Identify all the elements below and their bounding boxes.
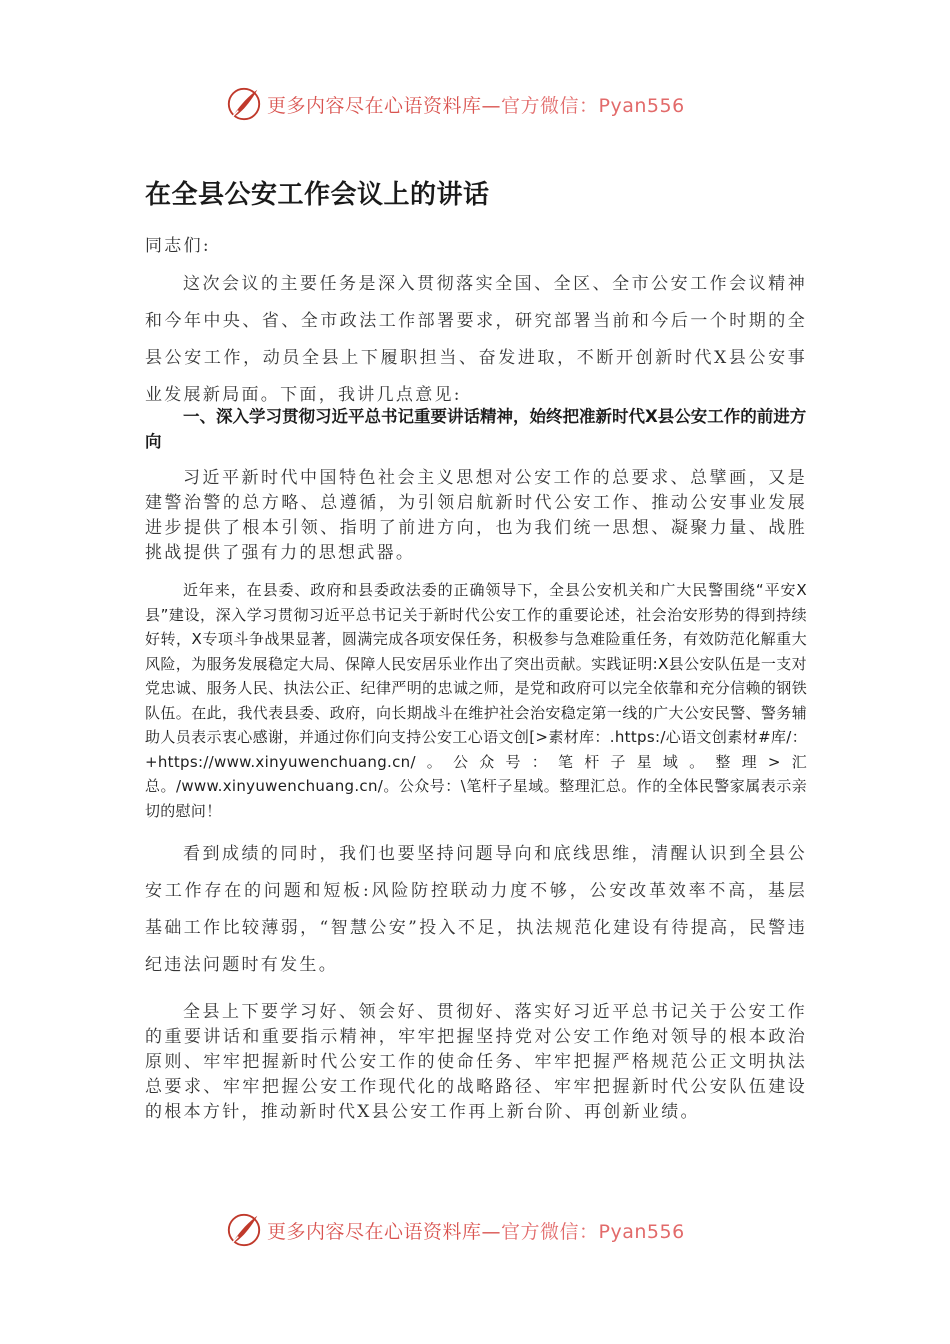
banner-wechat: 官方微信：Pyan556 xyxy=(501,94,685,117)
banner-separator: — xyxy=(481,94,502,117)
paragraph-problems: 看到成绩的同时，我们也要坚持问题导向和底线思维，清醒认识到全县公安工作存在的问题和短板:风险防控联动力度不够，公安改革效率不高，基层基础工作比较薄弱，“智慧公安”投入不足，执法规范化建设有待提高，民警违纪违法问题时有发生。 xyxy=(145,844,807,975)
quill-pen-logo-icon xyxy=(225,85,263,123)
paragraph-intro: 这次会议的主要任务是深入贯彻落实全国、全区、全市公安工作会议精神和今年中央、省、全市政法工作部署要求，研究部署当前和今后一个时期的全县公安工作，动员全县上下履职担当、奋发进取，不断开创新时代X县公安事业发展新局面。下面，我讲几点意见: xyxy=(145,274,807,405)
banner-brand: 更多内容尽在心语资料库 xyxy=(267,94,482,117)
document-title: 在全县公安工作会议上的讲话 xyxy=(145,180,490,210)
quill-pen-logo-icon xyxy=(225,1211,263,1249)
footer-banner xyxy=(225,1210,745,1250)
paragraph-guidance: 习近平新时代中国特色社会主义思想对公安工作的总要求、总擘画，又是建警治警的总方略、总遵循，为引领启航新时代公安工作、推动公安事业发展进步提供了根本引领、指明了前进方向，也为我们统一思想、凝聚力量、战胜挑战提供了强有力的思想武器。 xyxy=(145,468,807,563)
salutation: 同志们: xyxy=(145,236,211,256)
banner-separator: — xyxy=(481,1220,502,1243)
paragraph-requirements: 全县上下要学习好、领会好、贯彻好、落实好习近平总书记关于公安工作的重要讲话和重要指示精神，牢牢把握坚持党对公安工作绝对领导的根本政治原则、牢牢把握新时代公安工作的使命任务、牢牢把握严格规范公正文明执法总要求、牢牢把握公安工作现代化的战略路径、牢牢把握新时代公安队伍建设的根本方针，推动新时代X县公安工作再上新台阶、再创新业绩。 xyxy=(145,1002,807,1122)
banner-brand: 更多内容尽在心语资料库 xyxy=(267,1220,482,1243)
banner-wechat: 官方微信：Pyan556 xyxy=(501,1220,685,1243)
section-heading-1: 一、深入学习贯彻习近平总书记重要讲话精神，始终把准新时代X县公安工作的前进方向 xyxy=(145,407,807,451)
header-banner xyxy=(225,84,745,124)
paragraph-achievements: 近年来，在县委、政府和县委政法委的正确领导下，全县公安机关和广大民警围绕“平安X县”建设，深入学习贯彻习近平总书记关于新时代公安工作的重要论述，社会治安形势的得到持续好转，X专项斗争战果显著，圆满完成各项安保任务，积极参与急难险重任务，有效防范化解重大风险，为服务发展稳定大局、保障人民安居乐业作出了突出贡献。实践证明:X县公安队伍是一支对党忠诚、服务人民、执法公正、纪律严明的忠诚之师，是党和政府可以完全依靠和充分信赖的钢铁队伍。在此，我代表县委、政府，向长期战斗在维护社会治安稳定第一线的广大公安民警、警务辅助人员表示衷心感谢，并通过你们向支持公安工心语文创[>素材库：.https:/心语文创素材#库/：+https://www.xinyuwenchuang.cn/。公众号：笔杆子星域。整理>汇总。/www.xinyuwenchuang.cn/。公众号：\笔杆子星域。整理汇总。作的全体民警家属表示亲切的慰问！ xyxy=(145,581,807,820)
